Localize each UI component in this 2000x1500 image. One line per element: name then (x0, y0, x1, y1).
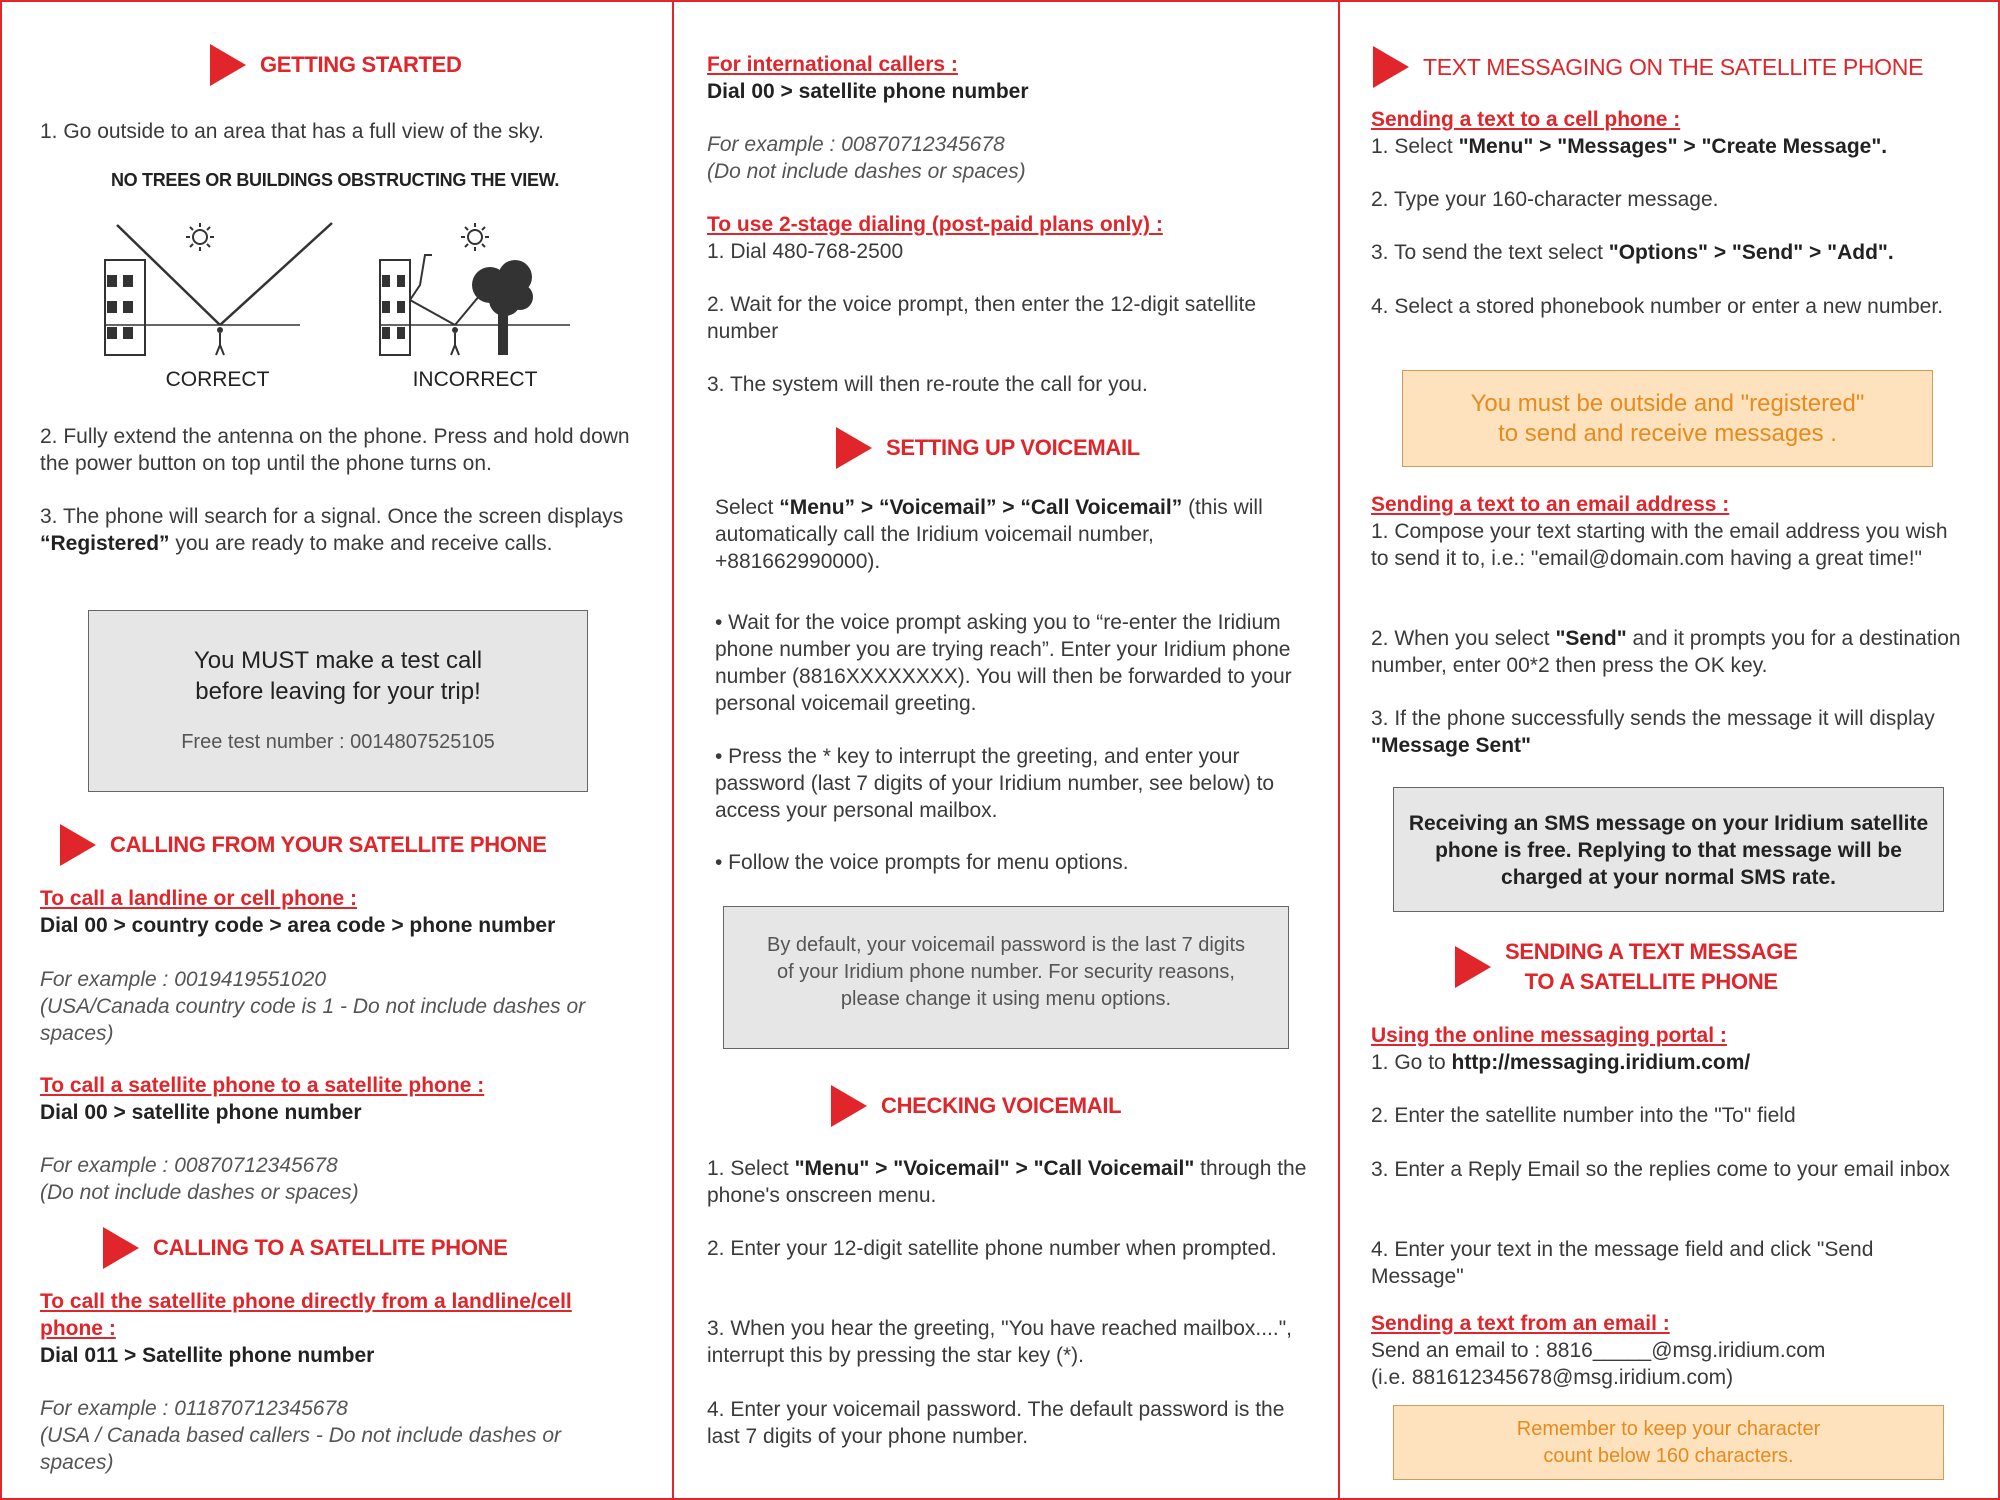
text-to-email-step-2: 2. When you select "Send" and it prompts you for a destination number, enter 00*2 then press the OK key. (1371, 627, 1961, 677)
text-to-email-step-1: 1. Compose your text starting with the email address you wish to send it to, i.e.: "email@domain.com having a great time!" (1371, 520, 1948, 570)
sending-to-sat-header (1455, 937, 1797, 997)
calling-from-header (60, 824, 547, 866)
from-email-example: (i.e. 881612345678@msg.iridium.com) (1371, 1366, 1734, 1389)
triangle-bullet-icon (103, 1227, 139, 1269)
test-call-line-2: before leaving for your trip! (195, 678, 481, 705)
sending-to-sat-title (1505, 937, 1797, 997)
voicemail-setup-header (836, 427, 1140, 469)
voicemail-setup-title: SETTING UP VOICEMAIL (886, 435, 1140, 460)
text-to-email-subheading: Sending a text to an email address : (1371, 493, 1730, 516)
two-stage-step-3: 3. The system will then re-route the call for you. (707, 373, 1148, 396)
portal-link[interactable]: http://messaging.iridium.com/ (1451, 1051, 1751, 1074)
text-to-email-step-3: 3. If the phone successfully sends the message it will display "Message Sent" (1371, 707, 1935, 757)
portal-step-4: 4. Enter your text in the message field and click "Send Message" (1371, 1238, 1874, 1288)
voicemail-check-step-4: 4. Enter your voicemail password. The default password is the last 7 digits of your phone number. (707, 1398, 1285, 1448)
two-stage-subheading: To use 2-stage dialing (post-paid plans only) : (707, 213, 1163, 236)
person-icon (216, 327, 224, 355)
column-divider-2 (1338, 0, 1340, 1500)
correct-label: CORRECT (165, 368, 270, 391)
portal-subheading: Using the online messaging portal : (1371, 1024, 1727, 1047)
text-to-cell-subheading: Sending a text to a cell phone : (1371, 108, 1681, 131)
direct-call-note: (USA / Canada based callers - Do not include dashes or spaces) (40, 1424, 562, 1474)
voicemail-setup-select: Select “Menu” > “Voicemail” > “Call Voicemail” (this will automatically call the Iridium voicemail number, +881662990000). (715, 496, 1263, 573)
triangle-bullet-icon (836, 427, 872, 469)
getting-started-header (210, 44, 462, 86)
voicemail-check-step-2: 2. Enter your 12-digit satellite phone number when prompted. (707, 1237, 1277, 1260)
registered-reminder-line-2: to send and receive messages . (1498, 420, 1837, 447)
voicemail-check-step-3: 3. When you hear the greeting, "You have reached mailbox....", interrupt this by pressing the star key (*). (707, 1317, 1292, 1367)
international-dial-format: Dial 00 > satellite phone number (707, 80, 1029, 103)
text-to-cell-step-2: 2. Type your 160-character message. (1371, 188, 1719, 211)
calling-to-header (103, 1227, 508, 1269)
two-stage-step-1: 1. Dial 480-768-2500 (707, 240, 904, 263)
landline-note: (USA/Canada country code is 1 - Do not include dashes or spaces) (40, 995, 586, 1045)
getting-started-step-1: 1. Go outside to an area that has a full view of the sky. (40, 120, 544, 143)
direct-call-dial-format: Dial 011 > Satellite phone number (40, 1344, 375, 1367)
character-count-line-1: Remember to keep your character (1516, 1418, 1821, 1440)
tree-icon (472, 260, 533, 355)
direct-call-subheading: To call the satellite phone directly from a landline/cell phone : (40, 1290, 572, 1340)
triangle-bullet-icon (210, 44, 246, 86)
landline-example: For example : 0019419551020 (40, 968, 327, 991)
sat-to-sat-subheading: To call a satellite phone to a satellite phone : (40, 1074, 485, 1097)
text-messaging-title: TEXT MESSAGING ON THE SATELLITE PHONE (1423, 54, 1924, 80)
portal-step-1: 1. Go to http://messaging.iridium.com/ (1371, 1051, 1751, 1074)
no-obstruction-warning: NO TREES OR BUILDINGS OBSTRUCTING THE VIEW. (110, 170, 560, 190)
sky-view-illustration (95, 215, 585, 365)
direct-call-example: For example : 011870712345678 (40, 1397, 348, 1420)
sun-icon-incorrect (461, 223, 489, 251)
character-count-box (1393, 1405, 1944, 1480)
voicemail-setup-press: • Press the * key to interrupt the greeting, and enter your password (last 7 digits of your Iridium number, see below) to access your personal mailbox. (715, 745, 1275, 822)
incorrect-scene (380, 223, 570, 355)
registered-reminder-line-1: You must be outside and "registered" (1470, 390, 1865, 417)
getting-started-step-3: 3. The phone will search for a signal. Once the screen displays “Registered” you are ready to make and receive calls. (40, 505, 624, 555)
registered-reminder-box (1402, 370, 1933, 467)
landline-subheading: To call a landline or cell phone : (40, 887, 357, 910)
triangle-bullet-icon (1455, 946, 1491, 988)
from-email-subheading: Sending a text from an email : (1371, 1312, 1670, 1335)
voicemail-setup-follow: • Follow the voice prompts for menu options. (715, 851, 1129, 874)
free-test-number: Free test number : 0014807525105 (181, 731, 495, 753)
voicemail-check-step-1: 1. Select "Menu" > "Voicemail" > "Call Voicemail" through the phone's onscreen menu. (707, 1157, 1307, 1207)
voicemail-password-text: By default, your voicemail password is the last 7 digits of your Iridium phone number. For security reasons, please change it using menu options. (767, 934, 1245, 1010)
two-stage-step-2: 2. Wait for the voice prompt, then enter the 12-digit satellite number (707, 293, 1257, 343)
text-to-cell-step-4: 4. Select a stored phonebook number or enter a new number. (1371, 295, 1944, 318)
sat-to-sat-example: For example : 00870712345678 (40, 1154, 338, 1177)
column-divider-1 (672, 0, 674, 1500)
character-count-line-2: count below 160 characters. (1543, 1445, 1794, 1467)
correct-scene (105, 223, 332, 355)
sat-to-sat-note: (Do not include dashes or spaces) (40, 1181, 359, 1204)
getting-started-title: GETTING STARTED (260, 52, 462, 77)
test-call-line-1: You MUST make a test call (193, 647, 483, 674)
sending-to-sat-title-line-2: TO A SATELLITE PHONE (1524, 969, 1778, 994)
sms-cost-text: Receiving an SMS message on your Iridium satellite phone is free. Replying to that message will be charged at your normal SMS rate. (1408, 812, 1929, 889)
from-email-address: Send an email to : 8816_____@msg.iridium.com (1371, 1339, 1826, 1362)
international-example: For example : 00870712345678 (707, 133, 1005, 156)
sun-icon (186, 223, 214, 251)
triangle-bullet-icon (1373, 46, 1409, 88)
voicemail-setup-wait: • Wait for the voice prompt asking you to “re-enter the Iridium phone number you are trying reach”. Enter your Iridium phone number (8816XXXXXXXX). You will then be forwarded to your personal voicemail greeting. (715, 611, 1292, 715)
getting-started-step-2: 2. Fully extend the antenna on the phone. Press and hold down the power button on top until the phone turns on. (40, 425, 630, 475)
triangle-bullet-icon (60, 824, 96, 866)
sms-cost-box (1393, 787, 1944, 912)
text-messaging-header (1373, 46, 1923, 88)
triangle-bullet-icon (831, 1085, 867, 1127)
text-to-cell-step-3: 3. To send the text select "Options" > "Send" > "Add". (1371, 241, 1894, 264)
text-to-cell-step-1: 1. Select "Menu" > "Messages" > "Create Message". (1371, 135, 1888, 158)
international-subheading: For international callers : (707, 53, 958, 76)
portal-step-3: 3. Enter a Reply Email so the replies come to your email inbox (1371, 1158, 1950, 1181)
sending-to-sat-title-line-1: SENDING A TEXT MESSAGE (1505, 939, 1798, 964)
voicemail-check-header (831, 1085, 1121, 1127)
landline-dial-format: Dial 00 > country code > area code > phone number (40, 914, 556, 937)
voicemail-check-title: CHECKING VOICEMAIL (881, 1093, 1122, 1118)
incorrect-label: INCORRECT (412, 368, 538, 391)
calling-from-title: CALLING FROM YOUR SATELLITE PHONE (110, 832, 547, 857)
international-note: (Do not include dashes or spaces) (707, 160, 1026, 183)
portal-step-2: 2. Enter the satellite number into the "To" field (1371, 1104, 1796, 1127)
test-call-box (88, 610, 588, 792)
calling-to-title: CALLING TO A SATELLITE PHONE (153, 1235, 508, 1260)
person-icon-incorrect (451, 327, 459, 355)
voicemail-password-box (723, 906, 1289, 1049)
sat-to-sat-dial-format: Dial 00 > satellite phone number (40, 1101, 362, 1124)
